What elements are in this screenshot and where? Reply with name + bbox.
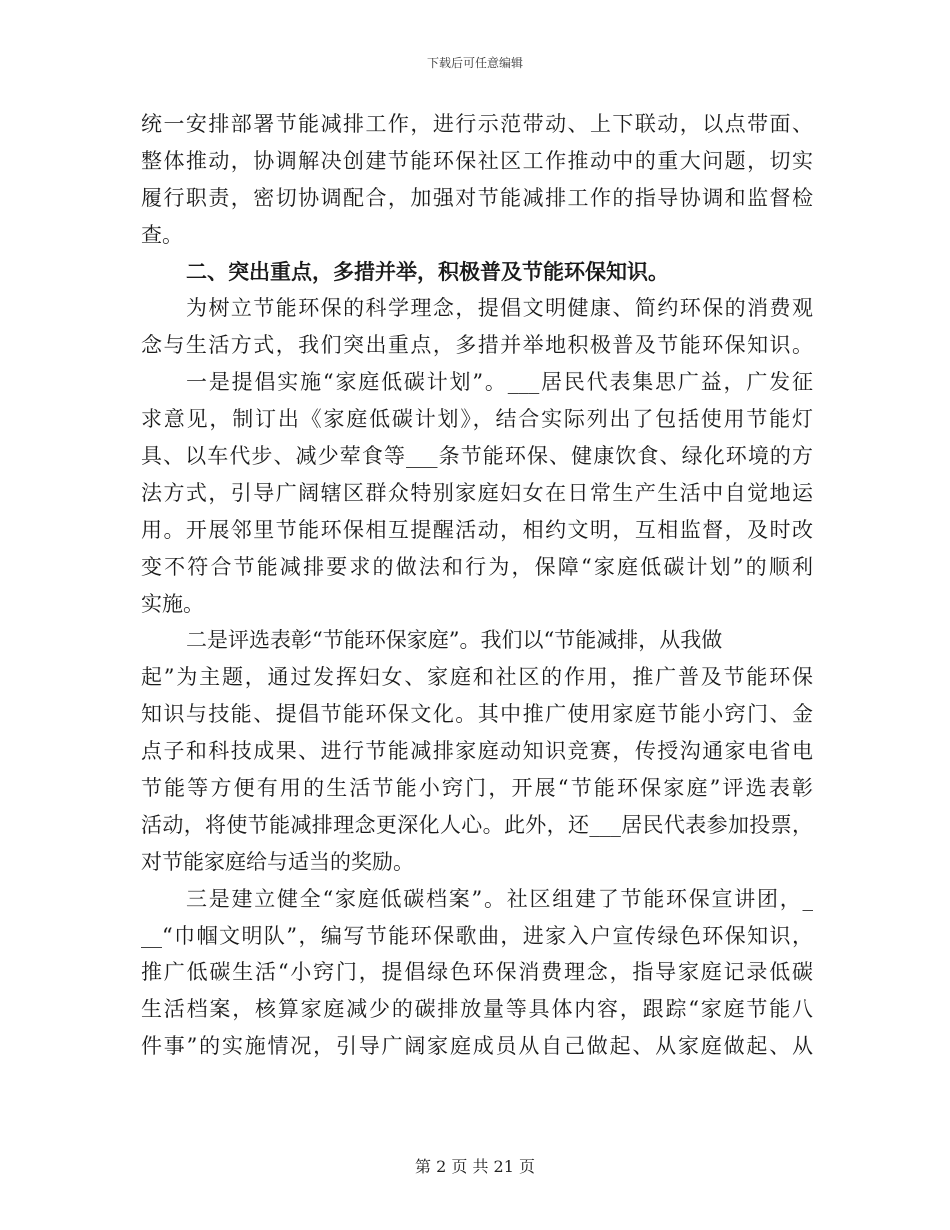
text-line: 活动，将使节能减排理念更深化人心。此外，还___居民代表参加投票， — [141, 812, 813, 837]
text-line: 为树立节能环保的科学理念，提倡文明健康、简约环保的消费观 — [186, 296, 813, 321]
document-body — [141, 106, 813, 1065]
text-line: 实施。 — [141, 591, 204, 616]
section-heading: 二、突出重点，多措并举，积极普及节能环保知识。 — [186, 258, 669, 284]
text-line: __“巾帼文明队”，编写节能环保歌曲，进家入户宣传绿色环保知识， — [141, 923, 813, 948]
text-line: 整体推动，协调解决创建节能环保社区工作推动中的重大问题，切实 — [141, 148, 813, 173]
text-line: 生活档案，核算家庭减少的碳排放量等具体内容，跟踪“家庭节能八 — [141, 997, 813, 1022]
text-line: 用。开展邻里节能环保相互提醒活动，相约文明，互相监督，及时改 — [141, 517, 813, 542]
text-line: 推广低碳生活“小窍门，提倡绿色环保消费理念，指导家庭记录低碳 — [141, 960, 813, 985]
text-line: 变不符合节能减排要求的做法和行为，保障“家庭低碳计划”的顺利 — [141, 554, 813, 579]
text-line: 法方式，引导广阔辖区群众特别家庭妇女在日常生产生活中自觉地运 — [141, 480, 813, 505]
text-line: 起”为主题，通过发挥妇女、家庭和社区的作用，推广普及节能环保 — [141, 665, 813, 690]
text-line: 二是评选表彰“节能环保家庭”。我们以“节能减排，从我做 — [186, 628, 723, 653]
text-line: 念与生活方式，我们突出重点，多措并举地积极普及节能环保知识。 — [141, 333, 813, 358]
text-line: 知识与技能、提倡节能环保文化。其中推广使用家庭节能小窍门、金 — [141, 702, 813, 727]
text-line: 件事”的实施情况，引导广阔家庭成员从自己做起、从家庭做起、从 — [141, 1034, 813, 1059]
text-line: 一是提倡实施“家庭低碳计划”。___居民代表集思广益，广发征 — [186, 370, 813, 395]
text-line: 对节能家庭给与适当的奖励。 — [141, 849, 414, 874]
page-footer: 第 2 页 共 21 页 — [415, 1157, 535, 1176]
text-line: 具、以车代步、减少荤食等___条节能环保、健康饮食、绿化环境的方 — [141, 444, 813, 469]
text-line: 三是建立健全“家庭低碳档案”。社区组建了节能环保宣讲团，_ — [186, 886, 813, 911]
text-line: 节能等方便有用的生活节能小窍门，开展“节能环保家庭”评选表彰 — [141, 776, 813, 801]
page-header: 下载后可任意编辑 — [426, 56, 523, 70]
text-line: 查。 — [141, 222, 183, 247]
text-line: 统一安排部署节能减排工作，进行示范带动、上下联动，以点带面、 — [141, 112, 813, 136]
text-line: 履行职责，密切协调配合，加强对节能减排工作的指导协调和监督检 — [141, 185, 813, 210]
text-line: 点子和科技成果、进行节能减排家庭动知识竞赛，传授沟通家电省电 — [141, 739, 813, 764]
text-line: 求意见，制订出《家庭低碳计划》，结合实际列出了包括使用节能灯 — [141, 407, 813, 432]
